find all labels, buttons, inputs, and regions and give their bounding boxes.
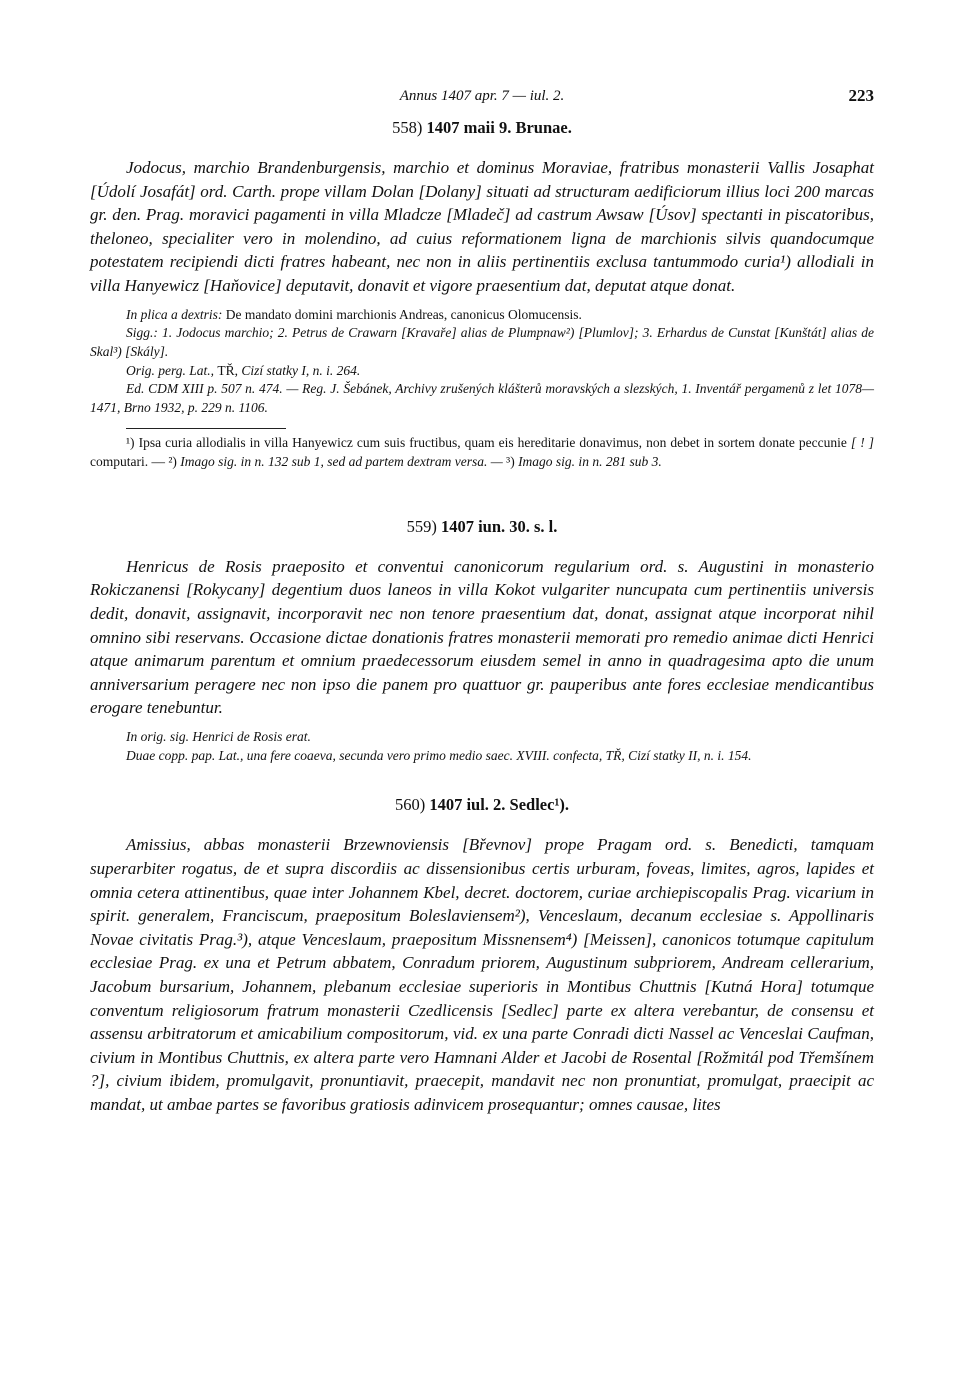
entry-number: 558) [392,118,423,137]
orig-prefix: Orig. perg. Lat., [126,362,218,378]
note-ed: Ed. CDM XIII p. 507 n. 474. — Reg. J. Šebánek, Archivy zrušených klášterů moravských a slezských, 1. Inventář pergamenů z let 1078—1471, Brno 1932, p. 229 n. 1106. [90,381,874,416]
entry-date: 1407 maii 9. Brunae. [426,118,572,137]
entry-number: 560) [394,795,426,815]
entry-heading [90,795,874,815]
footnote-rule [126,428,286,429]
regest-text: Jodocus, marchio Brandenburgensis, marchio et dominus Moraviae, fratribus monasterii Vallis Josaphat [Údolí Josafát] ord. Carth. prope villam Dolan [Dolany] situati ad structuram aedificiorum illius loci 200 marcas gr. den. Prag. moravici pagamenti in villa Mladcze [Mladeč] ad castrum Awsaw [Úsov] spectanti in piscatoribus, theloneo, specialiter vero in molendino, ad cuius reformationem ligna de marchionis silvis quandocumque potestatem recipiendi dicti fratres habeant, nec non in aliis pertinentiis exclusa tantummodo curia¹) allodiali in villa Hanyewicz [Haňovice] deputavit, donavit et vigore praesentium dat, deputat atque donat. [90,158,874,295]
entry-559 [90,517,874,766]
apparatus [90,306,874,418]
footnote-1-text: Ipsa curia allodialis in villa Hanyewicz cum suis fructibus, quam eis hereditarie donavimus, non debet in sortem donate peccunie [134,434,851,450]
entry-heading [90,517,874,537]
running-title: Annus 1407 apr. 7 — iul. 2. [399,88,565,104]
page [90,84,874,1116]
note-plica [90,306,874,325]
footnote-2-text: Imago sig. in n. 132 sub 1, sed ad partem dextram versa. — [176,453,507,469]
footnote-1-sic: [ ! ] [850,434,874,450]
footnotes [90,433,874,471]
entry-number: 559) [406,516,437,536]
note-orig [90,362,874,381]
plica-text: De mandato domini marchionis Andreas, canonicus Olomucensis. [222,306,582,322]
orig-suffix: Cizí statky I, n. i. 264. [238,362,361,378]
entry-date: 1407 iul. 2. Sedlec¹). [429,795,570,815]
regest-text: Amissius, abbas monasterii Brzewnoviensis [Břevnov] prope Pragam ord. s. Benedicti, tamquam superarbiter rogatus, de et supra discordiis ac dissensionibus certis urburam, foveas, limites, agros, lapides et omnia cetera attinentibus, quae inter Johannem Kbel, decret. doctorem, curiae archiepiscopalis Prag. vicarium in spirit. generalem, Franciscum, praepositum Boleslaviensem²), Venceslaum, decanum ecclesiae s. Appollinaris Novae civitatis Prag.³), atque Venceslaum, praepositum Missnensem⁴) [Meissen], canonicos totumque capitulum ecclesiae Prag. ex una et Petrum abbatem, Conradum priorem, Augustinum subpriorem, Andream cellerarium, Jacobum bursarium, Johannem, plebanum ecclesiae superioris in Montibus Chuttnis [Kutná Hora] totumque conventum religiosorum fratrum monasterii Czedlicensis [Sedlec] parte ex altera verebantur, de consensu et assensu arbitratorum et amicabilium compositorum, vid. ex una parte Conradi dicti Nassel ac Venceslai Caufman, civium in Montibus Chuttnis, ex altera parte vero Hamnani Alder et Jacobi de Rosental [Rožmitál pod Třemšínem ?], civium ibidem, promulgavit, pronuntiavit, praecepit, mandavit nec non pronuntiat, promulgat, praecipit ac mandat, ut ambae partes se favoribus gratiosis adinvicem prosequantur; omnes causae, lites [90,835,874,1114]
footnote-2-mark: ²) [168,453,177,469]
apparatus [90,728,874,765]
entry-560 [90,795,874,1116]
note-sigg: Sigg.: 1. Jodocus marchio; 2. Petrus de Crawarn [Kravaře] alias de Plumpnaw²) [Plumlov]; 3. Erhardus de Cunstat [Kunštát] alias de Skal³) [Skály]. [90,325,874,359]
running-head [90,84,874,114]
footnote-1-mark: ¹) [126,434,135,450]
note-copp: Duae copp. pap. Lat., una fere coaeva, secunda vero primo medio saec. XVIII. confecta, TŘ, Cizí statky II, n. i. 154. [126,747,752,763]
entry-558 [90,118,874,471]
footnote-1-end: computari. — [90,453,169,469]
note-sig: In orig. sig. Henrici de Rosis erat. [126,728,311,744]
orig-archive: TŘ, [217,362,239,378]
entry-heading [90,118,874,138]
entry-date: 1407 iun. 30. s. l. [440,516,558,536]
plica-label: In plica a dextris: [126,306,223,322]
page-number: 223 [848,86,874,105]
footnote-3-mark: ³) [506,453,515,469]
regest-text: Henricus de Rosis praeposito et conventui canonicorum regularium ord. s. Augustini in monasterio Rokiczanensi [Rokycany] degentium duos laneos in villa Kokot vulgariter nuncupata cum pertinentiis universis dedit, donavit, assignavit, incorporavit nec non tenore praesentium dat, donat, assignat atque incorporat nihil omnino sibi reservans. Occasione dictae donationis fratres monasterii memorati pro remedio animae dicti Henrici atque animarum parentum et omnium praedecessorum eiusdem semel in anno in quadragesima apto die unum anniversarium peragere nec non ipso die panem pro quattuor gr. pauperibus ante fores ecclesiae mendicantibus erogare tenebuntur. [90,556,874,718]
footnote-3-text: Imago sig. in n. 281 sub 3. [514,453,662,469]
